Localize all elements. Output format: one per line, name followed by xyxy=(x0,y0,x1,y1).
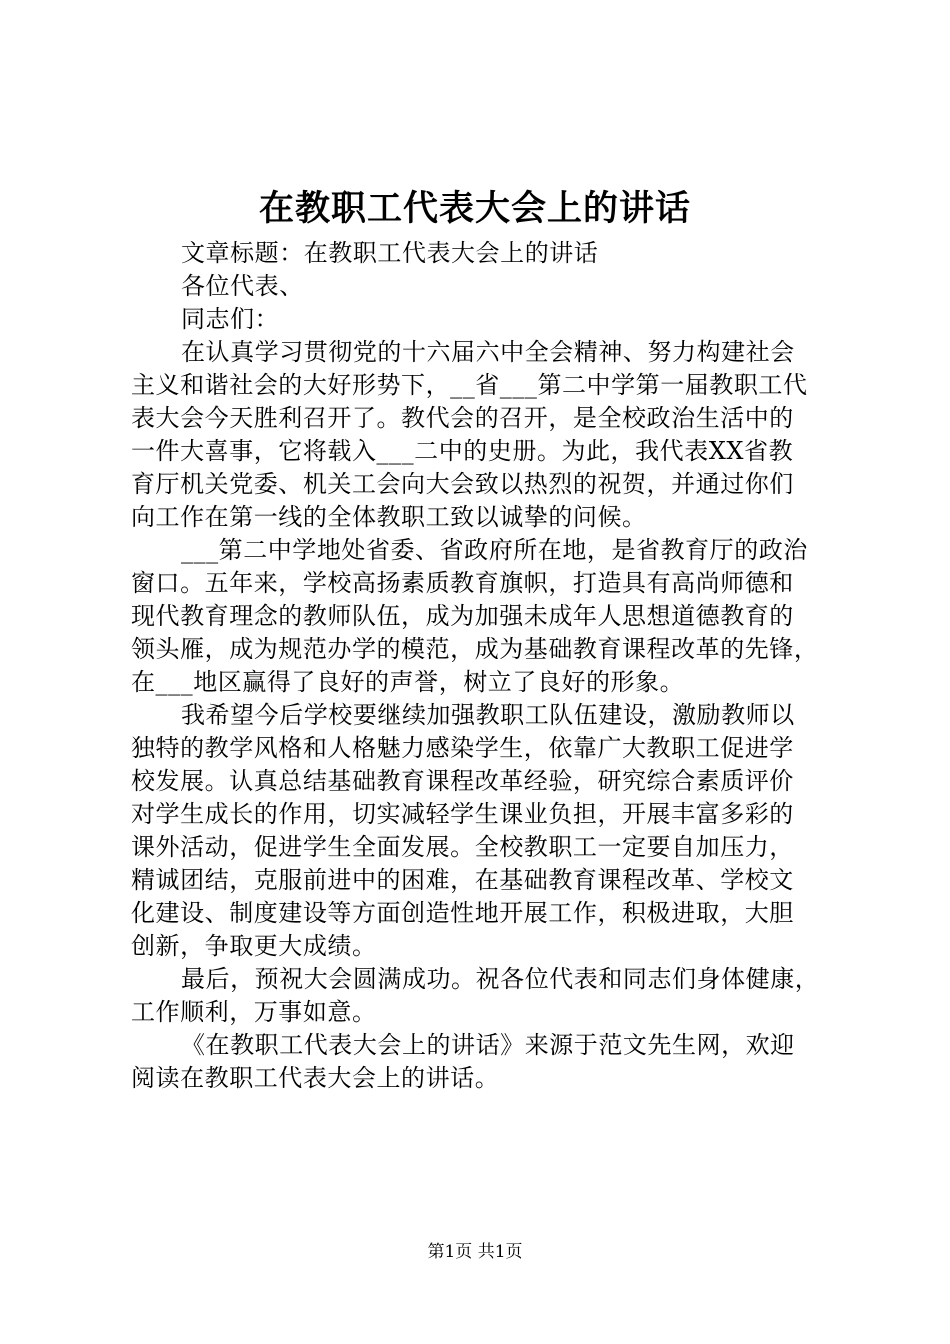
salutation-line: 各位代表、 xyxy=(181,272,304,300)
document-title: 在教职工代表大会上的讲话 xyxy=(258,188,691,229)
paragraph-line: 化建设、制度建设等方面创造性地开展工作，积极进取，大胆 xyxy=(131,899,794,927)
paragraph-line: 独特的教学风格和人格魅力感染学生，依靠广大教职工促进学 xyxy=(131,734,794,762)
paragraph-line: 在___地区赢得了良好的声誉，树立了良好的形象。 xyxy=(131,668,685,696)
paragraph-line: 我希望今后学校要继续加强教职工队伍建设，激励教师以 xyxy=(181,701,795,729)
source-note-line: 《在教职工代表大会上的讲话》来源于范文先生网，欢迎 xyxy=(181,1031,795,1059)
paragraph-line: 对学生成长的作用，切实减轻学生课业负担，开展丰富多彩的 xyxy=(131,800,794,828)
paragraph-line: 窗口。五年来，学校高扬素质教育旗帜，打造具有高尚师德和 xyxy=(131,569,794,597)
article-title-line: 文章标题：在教职工代表大会上的讲话 xyxy=(181,239,599,267)
document-body xyxy=(131,237,831,1095)
salutation-line: 同志们： xyxy=(181,305,280,333)
paragraph-line: 领头雁，成为规范办学的模范，成为基础教育课程改革的先锋， xyxy=(131,635,819,663)
paragraph-line: 课外活动，促进学生全面发展。全校教职工一定要自加压力， xyxy=(131,833,794,861)
paragraph-line: 创新，争取更大成绩。 xyxy=(131,932,377,960)
source-note-line: 阅读在教职工代表大会上的讲话。 xyxy=(131,1064,500,1092)
paragraph-line: 校发展。认真总结基础教育课程改革经验，研究综合素质评价 xyxy=(131,767,794,795)
paragraph-line: 最后，预祝大会圆满成功。祝各位代表和同志们身体健康， xyxy=(181,965,820,993)
paragraph-line: 在认真学习贯彻党的十六届六中全会精神、努力构建社会 xyxy=(181,338,795,366)
paragraph-line: 现代教育理念的教师队伍，成为加强未成年人思想道德教育的 xyxy=(131,602,794,630)
paragraph-line: ___第二中学地处省委、省政府所在地，是省教育厅的政治 xyxy=(181,536,808,564)
paragraph-line: 工作顺利，万事如意。 xyxy=(131,998,377,1026)
paragraph-line: 一件大喜事，它将载入___二中的史册。为此，我代表XX省教 xyxy=(131,437,794,465)
page-footer: 第1页 共1页 xyxy=(427,1242,523,1262)
paragraph-line: 主义和谐社会的大好形势下，__省___第二中学第一届教职工代 xyxy=(131,371,808,399)
paragraph-line: 表大会今天胜利召开了。教代会的召开，是全校政治生活中的 xyxy=(131,404,794,432)
paragraph-line: 向工作在第一线的全体教职工致以诚挚的问候。 xyxy=(131,503,647,531)
paragraph-line: 精诚团结，克服前进中的困难，在基础教育课程改革、学校文 xyxy=(131,866,794,894)
paragraph-line: 育厅机关党委、机关工会向大会致以热烈的祝贺，并通过你们 xyxy=(131,470,794,498)
